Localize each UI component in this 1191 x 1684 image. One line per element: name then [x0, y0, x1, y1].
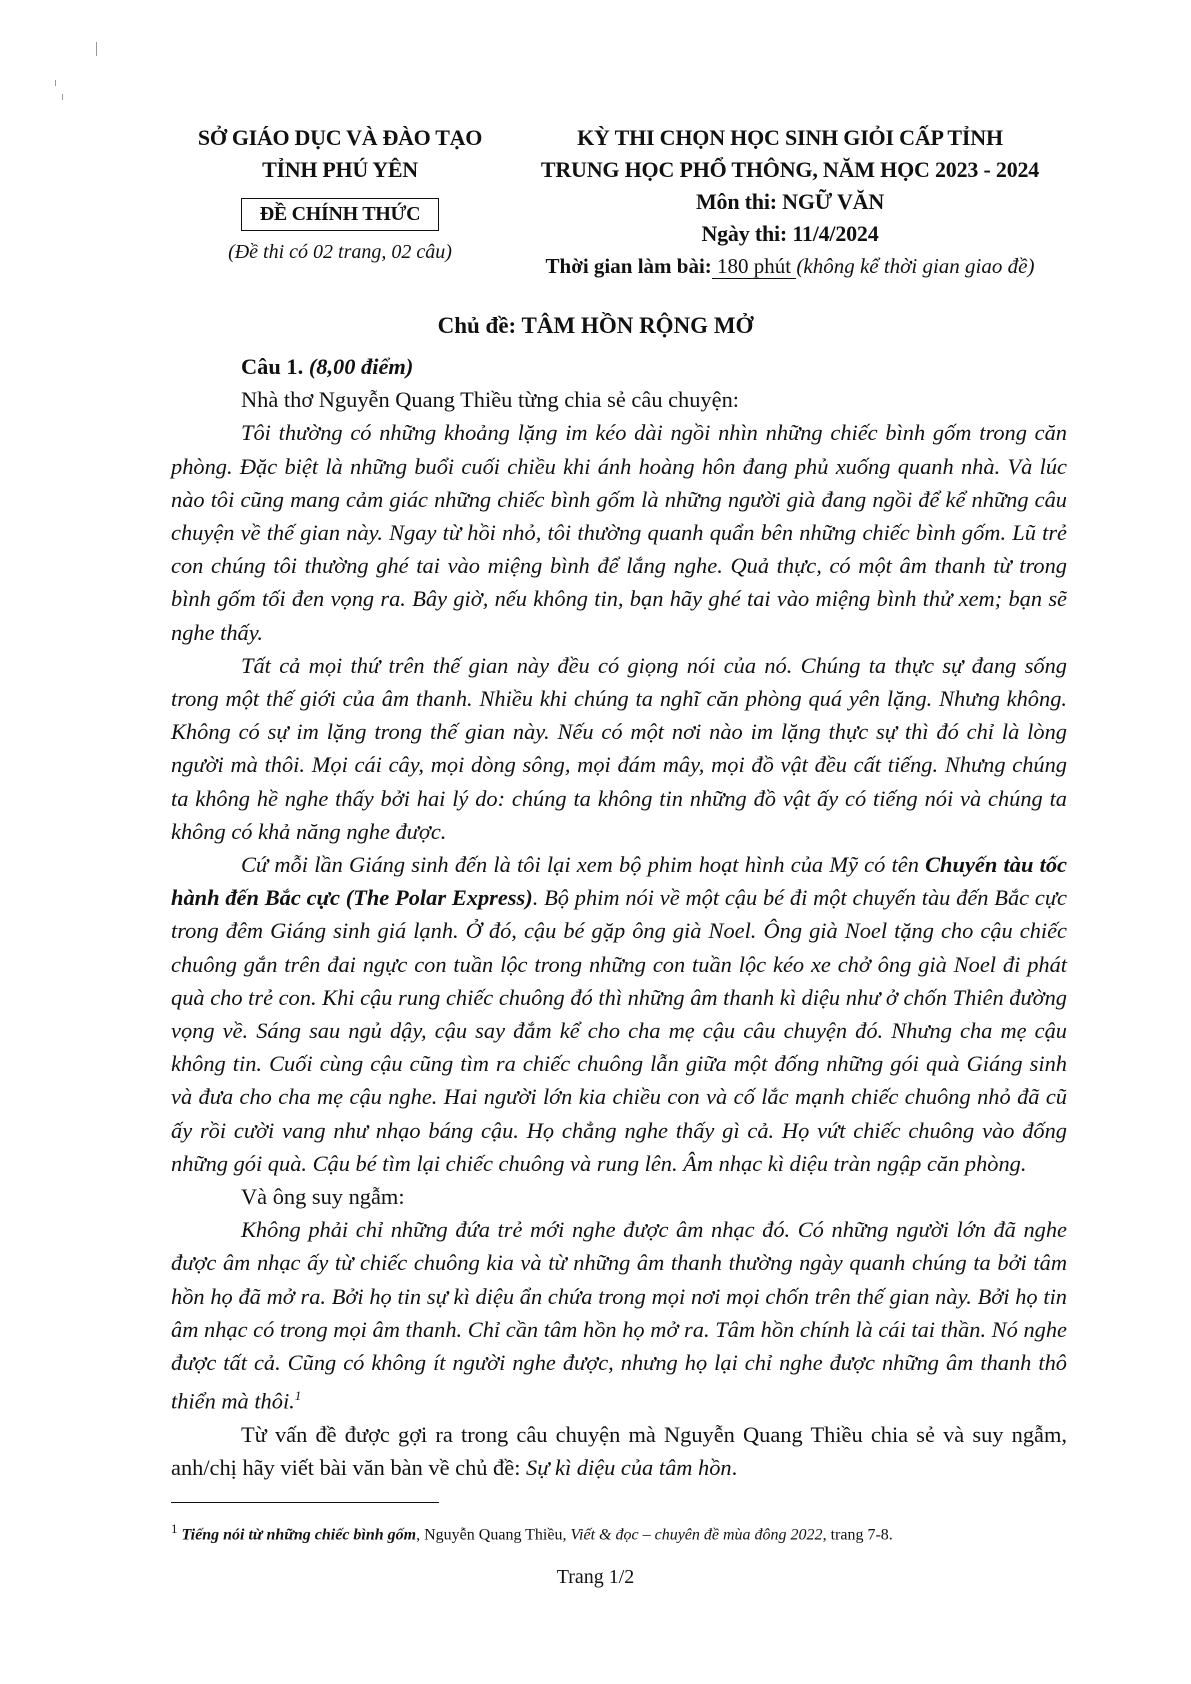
scan-mark — [62, 94, 63, 100]
department-name: SỞ GIÁO DỤC VÀ ĐÀO TẠO — [197, 125, 483, 150]
reflection-paragraph — [171, 1213, 1067, 1418]
story-text: . Bộ phim nói về một cậu bé đi một chuyến tàu đến Bắc cực trong đêm Giáng sinh giá lạnh. Ở đó, cậu bé gặp ông già Noel. Ông già Noel tặng cho cậu chiếc chuông gắn trên đai ngực con tuần lộc trong những con tuần lộc kéo xe chở ông già Noel đi phát quà cho trẻ con. Khi cậu rung chiếc chuông đó thì những âm thanh kì diệu như ở chốn Thiên đường vọng về. Sáng sau ngủ dậy, cậu say đắm kể cho cha mẹ cậu câu chuyện đó. Nhưng cha mẹ cậu không tin. Cuối cùng cậu cũng tìm ra chiếc chuông lẫn giữa một đống những gói quà Giáng sinh và đưa cho cha mẹ cậu nghe. Hai người lớn kia chiều con và cố lắc mạnh chiếc chuông nhỏ đã cũ ấy rồi cười vang như nhạo báng cậu. Họ chẳng nghe thấy gì cả. Họ vứt chiếc chuông vào đống những gói quà. Cậu bé tìm lại chiếc chuông và rung lên. Âm nhạc kì diệu tràn ngập căn phòng. — [171, 885, 1067, 1176]
official-badge: ĐỀ CHÍNH THỨC — [241, 198, 440, 231]
exam-subject: Môn thi: NGỮ VĂN — [695, 189, 885, 214]
question-heading — [171, 350, 1067, 383]
scan-mark — [96, 42, 97, 56]
story-paragraph: Tất cả mọi thứ trên thế gian này đều có giọng nói của nó. Chúng ta thực sự đang sống trong một thế giới của âm thanh. Nhiều khi chúng ta nghĩ căn phòng quá yên lặng. Nhưng không. Không có sự im lặng trong thế gian này. Nếu có một nơi nào im lặng thực sự thì đó chỉ là lòng người mà thôi. Mọi cái cây, mọi dòng sông, mọi đám mây, mọi đồ vật đều cất tiếng. Nhưng chúng ta không hề nghe thấy bởi hai lý do: chúng ta không tin những đồ vật ấy có tiếng nói và chúng ta không có khả năng nghe được. — [171, 652, 1067, 844]
task-paragraph — [171, 1418, 1067, 1484]
page-number: Trang 1/2 — [556, 1566, 635, 1588]
time-value: 180 phút — [711, 254, 797, 278]
question-label: Câu 1. — [241, 354, 309, 379]
exam-date: Ngày thi: 11/4/2024 — [701, 221, 879, 246]
footnote-title: Tiếng nói từ những chiếc bình gốm — [181, 1526, 417, 1544]
footnote-author: , Nguyễn Quang Thiều, — [416, 1526, 571, 1544]
footnote-source: Viết & đọc – chuyên đề mùa đông 2022 — [570, 1526, 823, 1544]
footnote — [171, 1518, 1071, 1546]
task-text: Từ vấn đề được gợi ra trong câu chuyện mà Nguyễn Quang Thiều chia sẻ và suy ngẫm, anh/chị hãy viết bài văn bàn về chủ đề: — [171, 1421, 1067, 1481]
story-paragraph: Tôi thường có những khoảng lặng im kéo dài ngồi nhìn những chiếc bình gốm trong căn phòng. Đặc biệt là những buổi cuối chiều khi ánh hoàng hôn đang phủ xuống quanh nhà. Và lúc nào tôi cũng mang cảm giác những chiếc bình gốm là những người già đang ngồi để kể những câu chuyện về thế gian này. Ngay từ hồi nhỏ, tôi thường quanh quẩn bên những chiếc bình gốm. Lũ trẻ con chúng tôi thường ghé tai vào miệng bình để lắng nghe. Quả thực, có một âm thanh từ trong bình gốm tối đen vọng ra. Bây giờ, nếu không tin, bạn hãy ghé tai vào miệng bình thử xem; bạn sẽ nghe thấy. — [171, 420, 1067, 645]
question-intro: Nhà thơ Nguyễn Quang Thiều từng chia sẻ câu chuyện: — [241, 387, 739, 413]
page-title: Chủ đề: TÂM HỒN RỘNG MỞ — [437, 313, 754, 338]
footnote-divider — [171, 1502, 439, 1503]
time-note: (không kể thời gian giao đề) — [796, 254, 1035, 278]
exam-title-line1: KỲ THI CHỌN HỌC SINH GIỎI CẤP TỈNH — [577, 125, 1003, 150]
footnote-pages: , trang 7-8. — [822, 1526, 893, 1544]
question-points: (8,00 điểm) — [308, 354, 414, 379]
time-label: Thời gian làm bài: — [545, 254, 712, 278]
province-name: TỈNH PHÚ YÊN — [262, 157, 418, 182]
task-end: . — [731, 1455, 738, 1481]
story-text: Cứ mỗi lần Giáng sinh đến là tôi lại xem bộ phim hoạt hình của Mỹ có tên — [241, 852, 926, 878]
film-title: Chuyến tàu tốc hành đến Bắc cực (The Polar Express) — [171, 852, 1067, 911]
scan-mark — [55, 80, 56, 86]
page-note: (Đề thi có 02 trang, 02 câu) — [228, 241, 452, 263]
footnote-ref: 1 — [294, 1388, 302, 1404]
task-topic: Sự kì diệu của tâm hồn — [526, 1455, 732, 1481]
exam-time — [500, 250, 1080, 282]
footnote-number: 1 — [171, 1521, 178, 1536]
question-body — [171, 350, 1067, 1484]
story-paragraph — [171, 848, 1067, 1180]
exam-title-line2: TRUNG HỌC PHỔ THÔNG, NĂM HỌC 2023 - 2024 — [540, 157, 1040, 182]
reflection-intro: Và ông suy ngẫm: — [241, 1184, 405, 1210]
reflection-text: Không phải chỉ những đứa trẻ mới nghe được âm nhạc đó. Có những người lớn đã nghe được âm nhạc ấy từ chiếc chuông kia và từ những âm thanh thường ngày quanh chúng ta bởi tâm hồn họ đã mở ra. Bởi họ tin sự kì diệu ẩn chứa trong mọi nơi mọi chốn trên thế gian này. Bởi họ tin âm nhạc có trong mọi âm thanh. Chỉ cần tâm hồn họ mở ra. Tâm hồn chính là cái tai thần. Nó nghe được tất cả. Cũng có không ít người nghe được, nhưng họ lại chỉ nghe được những âm thanh thô thiển mà thôi. — [171, 1217, 1067, 1414]
header-right — [500, 122, 1080, 282]
header-left — [180, 122, 500, 264]
